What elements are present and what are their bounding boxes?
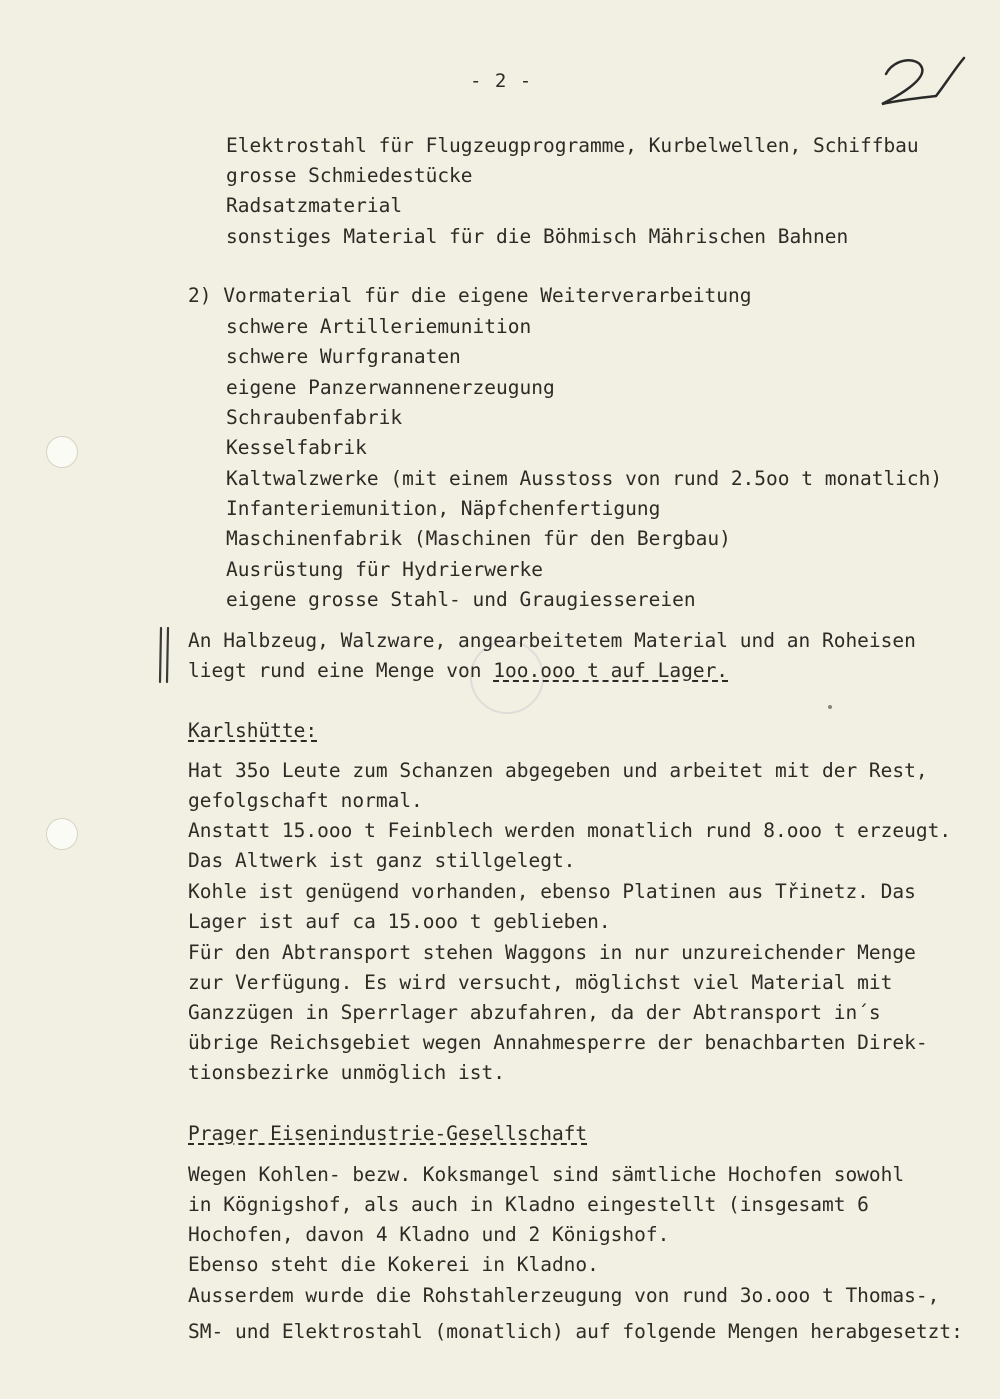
list-item: Schraubenfabrik [226,406,403,429]
section-heading: 2) Vormaterial für die eigene Weiterverarbeitung [188,284,752,307]
paragraph-line: Das Altwerk ist ganz stillgelegt. [188,849,576,872]
list-item: eigene Panzerwannenerzeugung [226,376,555,399]
paragraph-line: Ganzzügen in Sperrlager abzufahren, da der Abtransport in´s [188,1001,881,1024]
list-item: Maschinenfabrik (Maschinen für den Bergbau) [226,527,731,550]
paragraph-line: Ausserdem wurde die Rohstahlerzeugung von rund 3o.ooo t Thomas-, [188,1284,940,1307]
list-item: schwere Wurfgranaten [226,345,461,368]
stock-amount: 1oo.ooo t auf Lager. [493,659,729,682]
punch-hole [46,436,78,468]
section-title-prager: Prager Eisenindustrie-Gesellschaft [188,1122,588,1145]
list-item: Kaltwalzwerke (mit einem Ausstoss von rund 2.5oo t monatlich) [226,467,943,490]
list-item: schwere Artilleriemunition [226,315,532,338]
paragraph-line: Wegen Kohlen- bezw. Koksmangel sind sämtliche Hochofen sowohl [188,1163,905,1186]
paragraph-line: SM- und Elektrostahl (monatlich) auf folgende Mengen herabgesetzt: [188,1320,963,1343]
intro-line: Radsatzmaterial [226,194,403,217]
handwritten-page-number [878,52,968,112]
paragraph-line: Kohle ist genügend vorhanden, ebenso Platinen aus Třinetz. Das [188,880,916,903]
stock-line: An Halbzeug, Walzware, angearbeitetem Material und an Roheisen [188,629,916,652]
paragraph-line: Ebenso steht die Kokerei in Kladno. [188,1253,599,1276]
stock-text: liegt rund eine Menge von [188,659,494,682]
paragraph-line: gefolgschaft normal. [188,789,423,812]
section-title-karlshuette: Karlshütte: [188,719,318,742]
paragraph-line: zur Verfügung. Es wird versucht, möglichst viel Material mit [188,971,893,994]
list-item: Ausrüstung für Hydrierwerke [226,558,543,581]
page-number: - 2 - [470,70,533,92]
intro-line: sonstiges Material für die Böhmisch Mährischen Bahnen [226,225,849,248]
list-item: Infanteriemunition, Näpfchenfertigung [226,497,661,520]
margin-mark [158,626,172,684]
intro-line: grosse Schmiedestücke [226,164,473,187]
punch-hole [46,818,78,850]
list-item: Kesselfabrik [226,436,367,459]
paragraph-line: Anstatt 15.ooo t Feinblech werden monatlich rund 8.ooo t erzeugt. [188,819,952,842]
paragraph-line: übrige Reichsgebiet wegen Annahmesperre der benachbarten Direk- [188,1031,928,1054]
stock-line [188,659,728,683]
paragraph-line: in Kögnigshof, als auch in Kladno eingestellt (insgesamt 6 [188,1193,869,1216]
paragraph-line: tionsbezirke unmöglich ist. [188,1061,505,1084]
ink-dot [828,705,832,709]
paragraph-line: Hochofen, davon 4 Kladno und 2 Königshof. [188,1223,670,1246]
intro-line: Elektrostahl für Flugzeugprogramme, Kurbelwellen, Schiffbau [226,134,919,157]
paragraph-line: Hat 35o Leute zum Schanzen abgegeben und arbeitet mit der Rest, [188,759,928,782]
paragraph-line: Für den Abtransport stehen Waggons in nur unzureichender Menge [188,941,916,964]
paragraph-line: Lager ist auf ca 15.ooo t geblieben. [188,910,611,933]
list-item: eigene grosse Stahl- und Graugiessereien [226,588,696,611]
